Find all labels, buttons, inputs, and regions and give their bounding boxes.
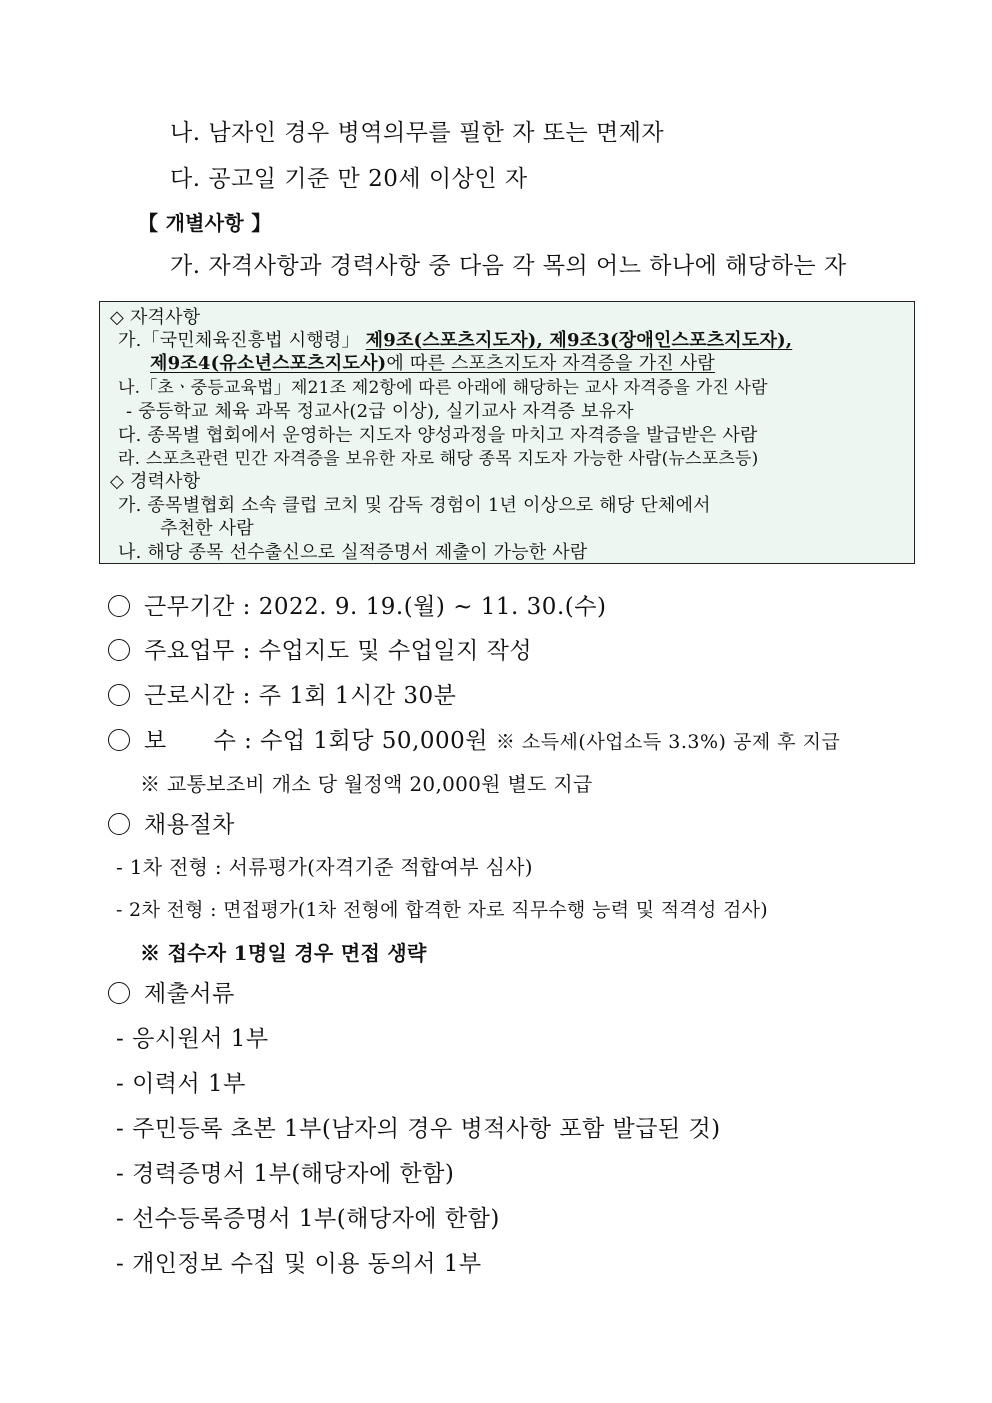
transport-note: ※ 교통보조비 개소 당 월정액 20,000원 별도 지급 bbox=[140, 772, 593, 796]
duty-text: 주요업무 : 수업지도 및 수업일지 작성 bbox=[144, 638, 533, 664]
qualification-item-na: 나.「초ㆍ중등교육법」제21조 제2항에 따른 아래에 해당하는 교사 자격증을 가진 사람 bbox=[118, 378, 768, 398]
qualification-item-na-sub: - 중등학교 체육 과목 정교사(2급 이상), 실기교사 자격증 보유자 bbox=[126, 401, 634, 422]
documents-heading bbox=[108, 975, 235, 1008]
qualification-item-da: 다. 종목별 협회에서 운영하는 지도자 양성과정을 마치고 자격증을 발급받은 사람 bbox=[118, 425, 758, 446]
qualification-ga-bold2: 제9조4(유소년스포츠지도사) bbox=[150, 353, 387, 374]
career-item-ga-line1: 가. 종목별협회 소속 클럽 코치 및 감독 경험이 1년 이상으로 해당 단체에서 bbox=[118, 495, 711, 516]
qualification-box bbox=[99, 301, 915, 564]
document-item: - 경력증명서 1부(해당자에 한함) bbox=[116, 1161, 455, 1187]
qualification-ga-prefix: 가.「국민체육진흥법 시행령」 bbox=[118, 330, 360, 351]
document-item: - 개인정보 수집 및 이용 동의서 1부 bbox=[116, 1251, 482, 1277]
circle-bullet-icon bbox=[108, 639, 130, 661]
procedure-step1: - 1차 전형 : 서류평가(자격기준 적합여부 심사) bbox=[116, 855, 533, 879]
pay-text: 보 수 : 수업 1회당 50,000원 bbox=[144, 728, 488, 754]
period-text: 근무기간 : 2022. 9. 19.(월) ~ 11. 30.(수) bbox=[144, 594, 607, 620]
procedure-step2: - 2차 전형 : 면접평가(1차 전형에 합격한 자로 직무수행 능력 및 적격성 검사) bbox=[116, 899, 769, 921]
document-item: - 선수등록증명서 1부(해당자에 한함) bbox=[116, 1206, 500, 1232]
circle-bullet-icon bbox=[108, 729, 130, 751]
period-item bbox=[108, 588, 606, 621]
general-item-na: 나. 남자인 경우 병역의무를 필한 자 또는 면제자 bbox=[170, 120, 665, 146]
circle-bullet-icon bbox=[108, 595, 130, 617]
circle-bullet-icon bbox=[108, 982, 130, 1004]
qualification-item-ga-line2 bbox=[150, 349, 715, 375]
qualification-title: ◇ 자격사항 bbox=[110, 307, 201, 328]
duty-item bbox=[108, 632, 532, 665]
hours-text: 근로시간 : 주 1회 1시간 30분 bbox=[144, 683, 457, 709]
qualification-ga-bold1: 제9조(스포츠지도자), 제9조3(장애인스포츠지도자), bbox=[365, 330, 793, 351]
document-item: - 응시원서 1부 bbox=[116, 1026, 269, 1052]
procedure-text: 채용절차 bbox=[144, 812, 235, 838]
document-item: - 이력서 1부 bbox=[116, 1071, 246, 1097]
procedure-heading bbox=[108, 806, 235, 839]
qualification-ga-suffix: 에 따른 스포츠지도자 자격증을 가진 사람 bbox=[386, 353, 715, 374]
career-title: ◇ 경력사항 bbox=[110, 471, 201, 492]
general-item-da: 다. 공고일 기준 만 20세 이상인 자 bbox=[170, 166, 528, 192]
career-item-na: 나. 해당 종목 선수출신으로 실적증명서 제출이 가능한 사람 bbox=[118, 542, 588, 563]
hours-item bbox=[108, 677, 456, 710]
procedure-note: ※ 접수자 1명일 경우 면접 생략 bbox=[140, 941, 427, 965]
pay-note: ※ 소득세(사업소득 3.3%) 공제 후 지급 bbox=[495, 731, 841, 753]
circle-bullet-icon bbox=[108, 813, 130, 835]
documents-text: 제출서류 bbox=[144, 981, 235, 1007]
pay-item bbox=[108, 722, 840, 755]
individual-item-ga: 가. 자격사항과 경력사항 중 다음 각 목의 어느 하나에 해당하는 자 bbox=[170, 253, 847, 279]
career-item-ga-line2: 추천한 사람 bbox=[160, 518, 254, 539]
circle-bullet-icon bbox=[108, 684, 130, 706]
document-item: - 주민등록 초본 1부(남자의 경우 병적사항 포함 발급된 것) bbox=[116, 1116, 721, 1142]
qualification-item-ra: 라. 스포츠관련 민간 자격증을 보유한 자로 해당 종목 지도자 가능한 사람(뉴스포츠등) bbox=[118, 449, 759, 469]
individual-heading: 【 개별사항 】 bbox=[138, 211, 272, 235]
